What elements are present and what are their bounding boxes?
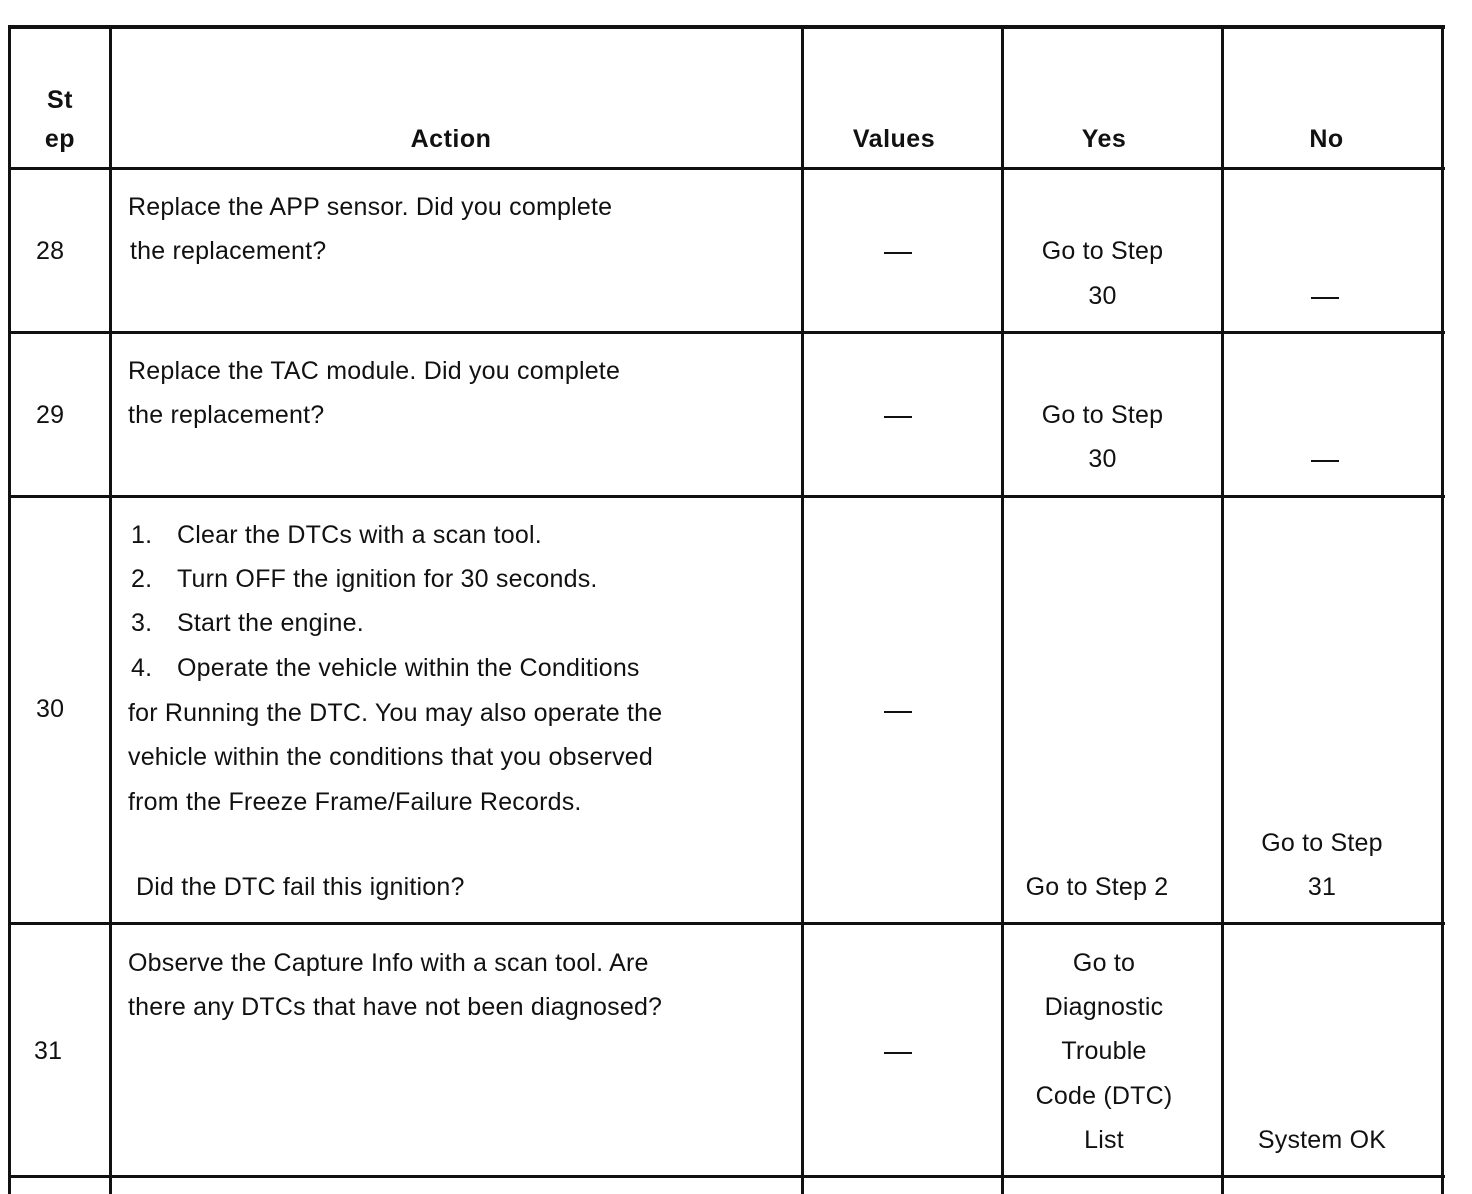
values-dash xyxy=(884,1052,912,1054)
action-question: Did the DTC fail this ignition? xyxy=(136,873,465,901)
row-divider xyxy=(8,331,1445,334)
step-number: 31 xyxy=(34,1037,63,1065)
action-text-line: Replace the TAC module. Did you complete xyxy=(128,357,621,385)
column-divider xyxy=(1221,25,1224,1194)
yes-text-line: Go to xyxy=(1072,949,1136,977)
action-text-line: vehicle within the conditions that you observed xyxy=(128,743,653,771)
action-list-item xyxy=(131,565,598,594)
values-dash xyxy=(884,416,912,418)
column-divider xyxy=(801,25,804,1194)
list-number: 1. xyxy=(131,521,153,549)
list-number: 4. xyxy=(131,654,153,682)
header-step-line2: ep xyxy=(44,125,76,153)
step-number: 30 xyxy=(36,695,65,723)
yes-text-line: 30 xyxy=(1088,445,1117,473)
header-step-line1: St xyxy=(47,86,73,114)
action-list-item xyxy=(131,609,364,638)
action-text-line: the replacement? xyxy=(128,401,325,429)
table-border-right xyxy=(1441,25,1444,1194)
action-text-line: there any DTCs that have not been diagnosed? xyxy=(128,993,663,1021)
list-text: Operate the vehicle within the Conditions xyxy=(177,654,640,682)
step-number: 28 xyxy=(36,237,65,265)
yes-text-line: 30 xyxy=(1088,282,1117,310)
column-divider xyxy=(109,25,112,1194)
no-text-line: 31 xyxy=(1307,873,1337,901)
yes-text-line: Go to Step 2 xyxy=(1025,873,1169,901)
step-number: 29 xyxy=(36,401,65,429)
list-number: 3. xyxy=(131,609,153,637)
action-text-line: from the Freeze Frame/Failure Records. xyxy=(128,788,582,816)
no-text-line: System OK xyxy=(1257,1126,1387,1154)
yes-text-line: Code (DTC) xyxy=(1035,1082,1173,1110)
list-text: Clear the DTCs with a scan tool. xyxy=(177,521,542,549)
values-dash xyxy=(884,711,912,713)
yes-text-line: Go to Step xyxy=(1041,237,1164,265)
action-text-line: Replace the APP sensor. Did you complete xyxy=(128,193,613,221)
row-divider xyxy=(8,922,1445,925)
no-dash xyxy=(1311,297,1339,299)
header-values: Values xyxy=(852,125,936,153)
yes-text-line: Diagnostic xyxy=(1044,993,1164,1021)
action-text-line: for Running the DTC. You may also operate the xyxy=(128,699,663,727)
table-border-left xyxy=(8,25,11,1194)
row-divider xyxy=(8,495,1445,498)
header-divider xyxy=(8,167,1445,170)
header-action: Action xyxy=(410,125,492,153)
header-no: No xyxy=(1309,125,1344,153)
list-number: 2. xyxy=(131,565,153,593)
table-border-bottom xyxy=(8,1175,1445,1178)
no-dash xyxy=(1311,460,1339,462)
list-text: Turn OFF the ignition for 30 seconds. xyxy=(177,565,598,593)
action-list-item xyxy=(131,521,542,550)
yes-text-line: Trouble xyxy=(1061,1037,1147,1065)
yes-text-line: Go to Step xyxy=(1041,401,1164,429)
table-border-top xyxy=(8,25,1445,29)
yes-text-line: List xyxy=(1084,1126,1124,1154)
action-list-item xyxy=(131,654,640,683)
action-text-line: the replacement? xyxy=(130,237,327,265)
values-dash xyxy=(884,252,912,254)
header-yes: Yes xyxy=(1081,125,1127,153)
no-text-line: Go to Step xyxy=(1261,829,1383,857)
list-text: Start the engine. xyxy=(177,609,364,637)
action-text-line: Observe the Capture Info with a scan tool. Are xyxy=(128,949,649,977)
